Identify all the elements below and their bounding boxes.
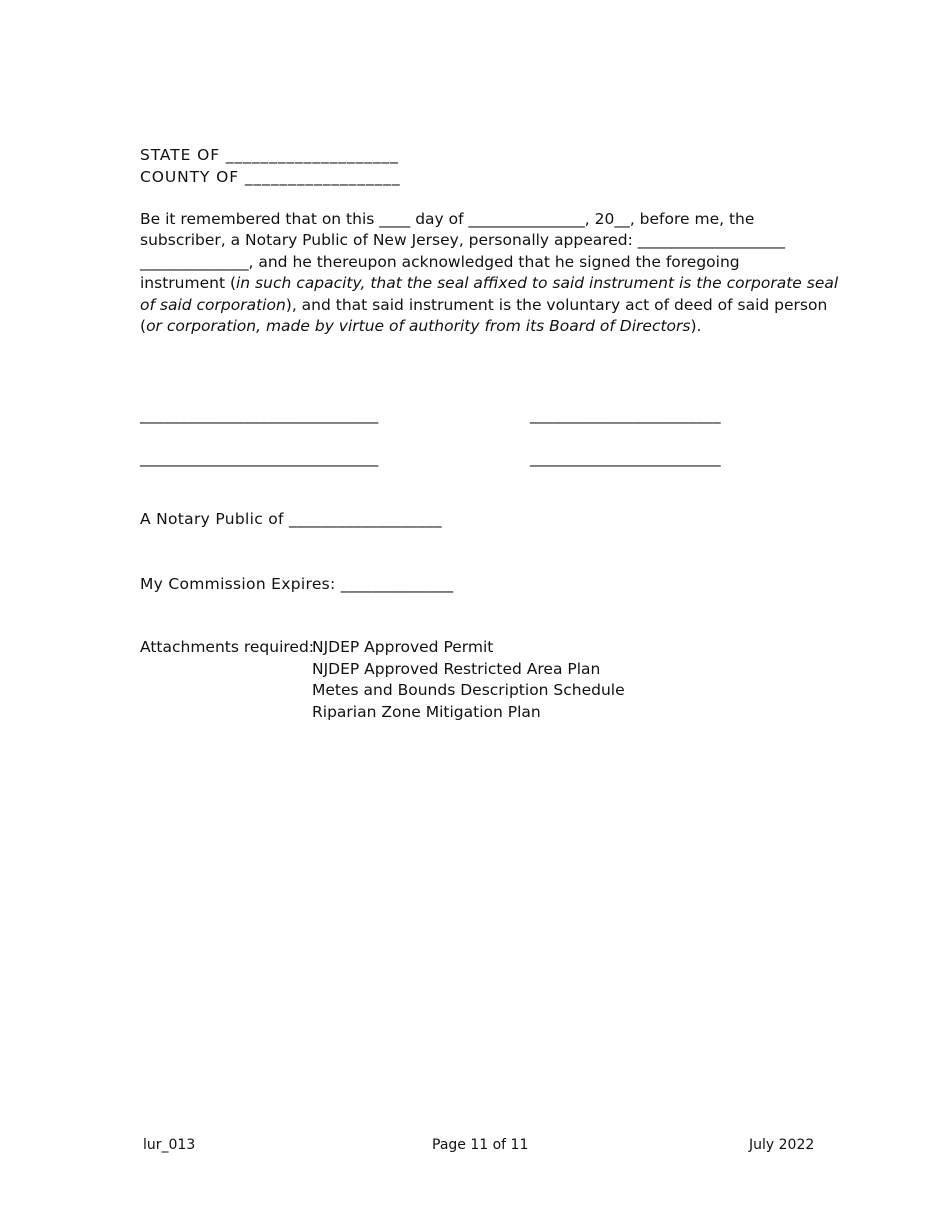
commission-expires: My Commission Expires: ______________ bbox=[140, 575, 454, 593]
acknowledgment-line-6 bbox=[140, 316, 812, 337]
attachments-label: Attachments required: bbox=[140, 638, 315, 656]
attachment-item: Metes and Bounds Description Schedule bbox=[312, 681, 625, 699]
county-line: COUNTY OF __________________ bbox=[140, 168, 401, 186]
acknowledgment-line-4-italic: in such capacity, that the seal affixed to said instrument is the corporate seal bbox=[236, 274, 839, 293]
acknowledgment-line-1: Be it remembered that on this ____ day of _______________, 20__, before me, the bbox=[140, 210, 755, 228]
signature-line-right-2: ________________________ bbox=[530, 449, 721, 467]
signature-line-left-2: ______________________________ bbox=[140, 449, 379, 467]
acknowledgment-line-3: ______________, and he thereupon acknowledged that he signed the foregoing bbox=[140, 252, 740, 271]
footer-form-id: lur_013 bbox=[143, 1137, 196, 1153]
footer-date: July 2022 bbox=[749, 1137, 815, 1153]
acknowledgment-line-5-italic: of said corporation bbox=[140, 295, 286, 314]
acknowledgment-line-5-suffix: ), and that said instrument is the voluntary act of deed of said person bbox=[285, 295, 828, 314]
acknowledgment-line-4 bbox=[140, 273, 839, 294]
footer-page-number: Page 11 of 11 bbox=[432, 1137, 529, 1153]
acknowledgment-line-2: subscriber, a Notary Public of New Jersey, personally appeared: ___________________ bbox=[140, 231, 786, 250]
signature-line-right-1: ________________________ bbox=[530, 406, 721, 424]
state-line: STATE OF ____________________ bbox=[140, 146, 399, 164]
acknowledgment-line-5 bbox=[140, 295, 828, 316]
acknowledgment-line-4-prefix: instrument ( bbox=[140, 274, 236, 293]
attachment-item: NJDEP Approved Restricted Area Plan bbox=[312, 659, 601, 678]
acknowledgment-line-6-suffix: ). bbox=[690, 317, 702, 336]
signature-line-left-1: ______________________________ bbox=[140, 406, 379, 424]
attachment-item: Riparian Zone Mitigation Plan bbox=[312, 702, 541, 721]
acknowledgment-line-6-italic: or corporation, made by virtue of authority from its Board of Directors bbox=[146, 317, 691, 336]
attachment-item: NJDEP Approved Permit bbox=[312, 638, 494, 656]
notary-public-of: A Notary Public of ___________________ bbox=[140, 510, 442, 528]
attachments-list bbox=[312, 637, 625, 723]
acknowledgment-line-6-prefix: ( bbox=[140, 317, 147, 336]
acknowledgment-paragraph bbox=[140, 209, 839, 337]
